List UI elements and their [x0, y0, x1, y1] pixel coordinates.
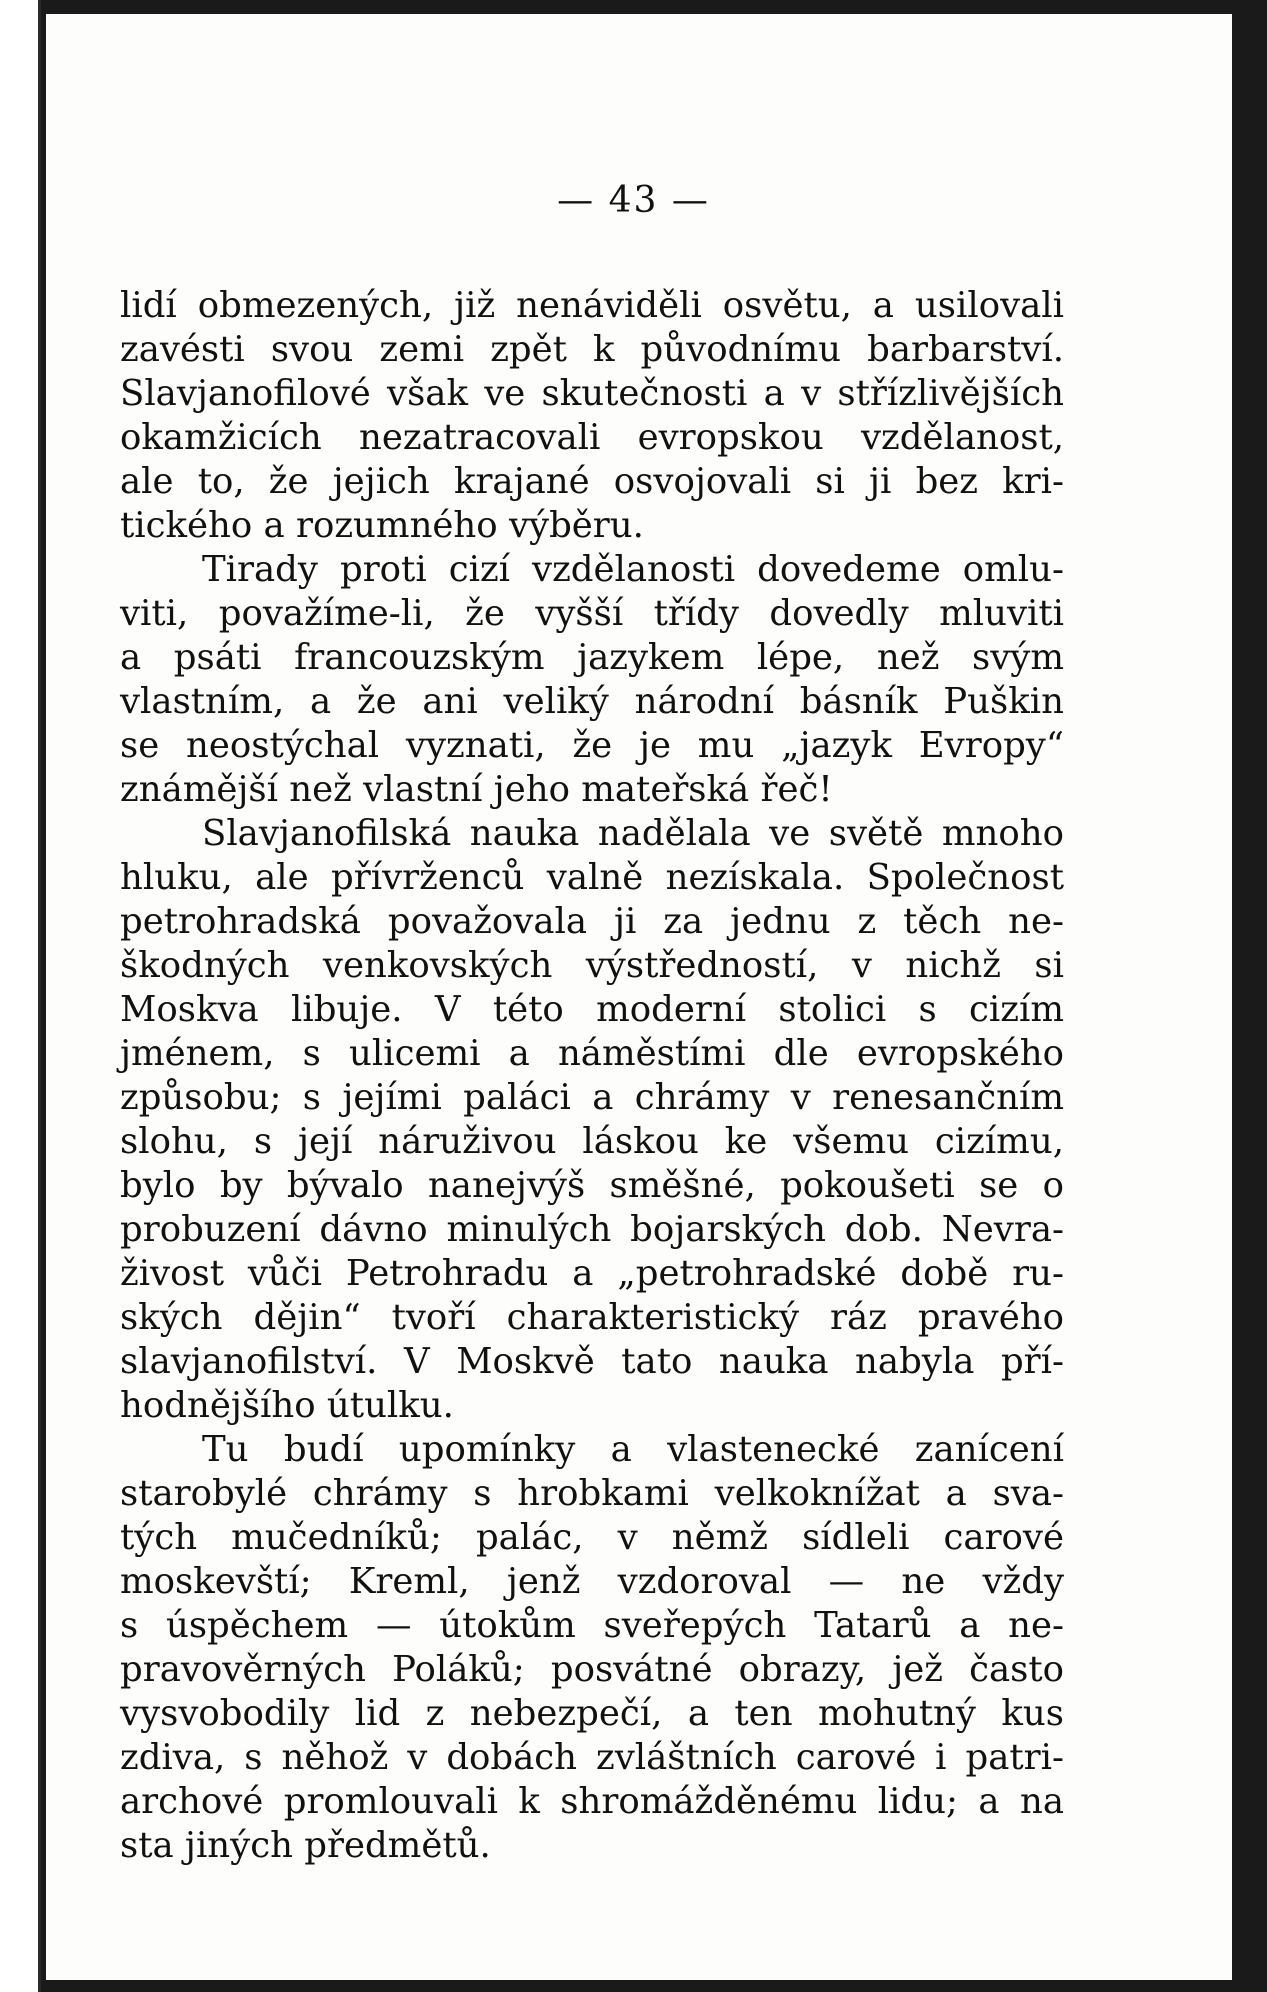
text-line: a psáti francouzským jazykem lépe, než svým: [120, 637, 1064, 678]
text-line: okamžicích nezatracovali evropskou vzdělanost,: [120, 417, 1064, 458]
text-line: Slavjanofilové však ve skutečnosti a v střízlivějších: [120, 373, 1064, 414]
body-text: [120, 284, 1064, 1868]
text-line: živost vůči Petrohradu a „petrohradské době ru-: [120, 1253, 1064, 1294]
text-line: vysvobodily lid z nebezpečí, a ten mohutný kus: [120, 1693, 1064, 1734]
text-line: Moskva libuje. V této moderní stolici s cizím: [120, 989, 1064, 1030]
text-line: probuzení dávno minulých bojarských dob. Nevra-: [120, 1209, 1064, 1250]
text-line: Tu budí upomínky a vlastenecké zanícení: [202, 1429, 1064, 1470]
text-line: hluku, ale přívrženců valně nezískala. Společnost: [120, 857, 1064, 898]
page-number: — 43 —: [557, 180, 710, 221]
text-line: se neostýchal vyznati, že je mu „jazyk Evropy“: [120, 725, 1064, 766]
text-line: způsobu; s jejími paláci a chrámy v renesančním: [120, 1077, 1064, 1118]
text-line: slavjanofilství. V Moskvě tato nauka nabyla pří-: [120, 1341, 1064, 1382]
text-line: zdiva, s něhož v dobách zvláštních carové i patri-: [120, 1737, 1064, 1778]
text-line: s úspěchem — útokům sveřepých Tatarů a ne-: [120, 1605, 1064, 1646]
text-line: známější než vlastní jeho mateřská řeč!: [120, 769, 833, 810]
text-line: vlastním, a že ani veliký národní básník Puškin: [120, 681, 1064, 722]
text-line: ských dějin“ tvoří charakteristický ráz pravého: [120, 1297, 1064, 1338]
text-line: moskevští; Kreml, jenž vzdoroval — ne vždy: [120, 1561, 1064, 1602]
text-line: archové promlouvali k shromážděnému lidu; a na: [120, 1781, 1064, 1822]
text-line: starobylé chrámy s hrobkami velkoknížat a sva-: [120, 1473, 1064, 1514]
facing-page-edge: [0, 0, 41, 1992]
text-line: tického a rozumného výběru.: [120, 505, 644, 546]
text-line: zavésti svou zemi zpět k původnímu barbarství.: [120, 329, 1064, 370]
text-line: viti, považíme-li, že vyšší třídy dovedly mluviti: [120, 593, 1064, 634]
text-line: tých mučedníků; palác, v němž sídleli carové: [120, 1517, 1064, 1558]
text-line: Tirady proti cizí vzdělanosti dovedeme omlu-: [202, 549, 1064, 590]
text-line: ale to, že jejich krajané osvojovali si ji bez kri-: [120, 461, 1064, 502]
text-line: škodných venkovských výstředností, v nichž si: [120, 945, 1064, 986]
text-line: hodnějšího útulku.: [120, 1385, 454, 1426]
text-line: jménem, s ulicemi a náměstími dle evropského: [120, 1033, 1064, 1074]
text-line: slohu, s její náruživou láskou ke všemu cizímu,: [120, 1121, 1064, 1162]
text-line: lidí obmezených, již nenáviděli osvětu, a usilovali: [120, 285, 1064, 326]
text-line: petrohradská považovala ji za jednu z těch ne-: [120, 901, 1064, 942]
text-line: Slavjanofilská nauka nadělala ve světě mnoho: [202, 813, 1064, 854]
text-line: pravověrných Poláků; posvátné obrazy, jež často: [120, 1649, 1064, 1690]
text-line: sta jiných předmětů.: [120, 1825, 491, 1866]
text-line: bylo by bývalo nanejvýš směšné, pokoušeti se o: [120, 1165, 1064, 1206]
